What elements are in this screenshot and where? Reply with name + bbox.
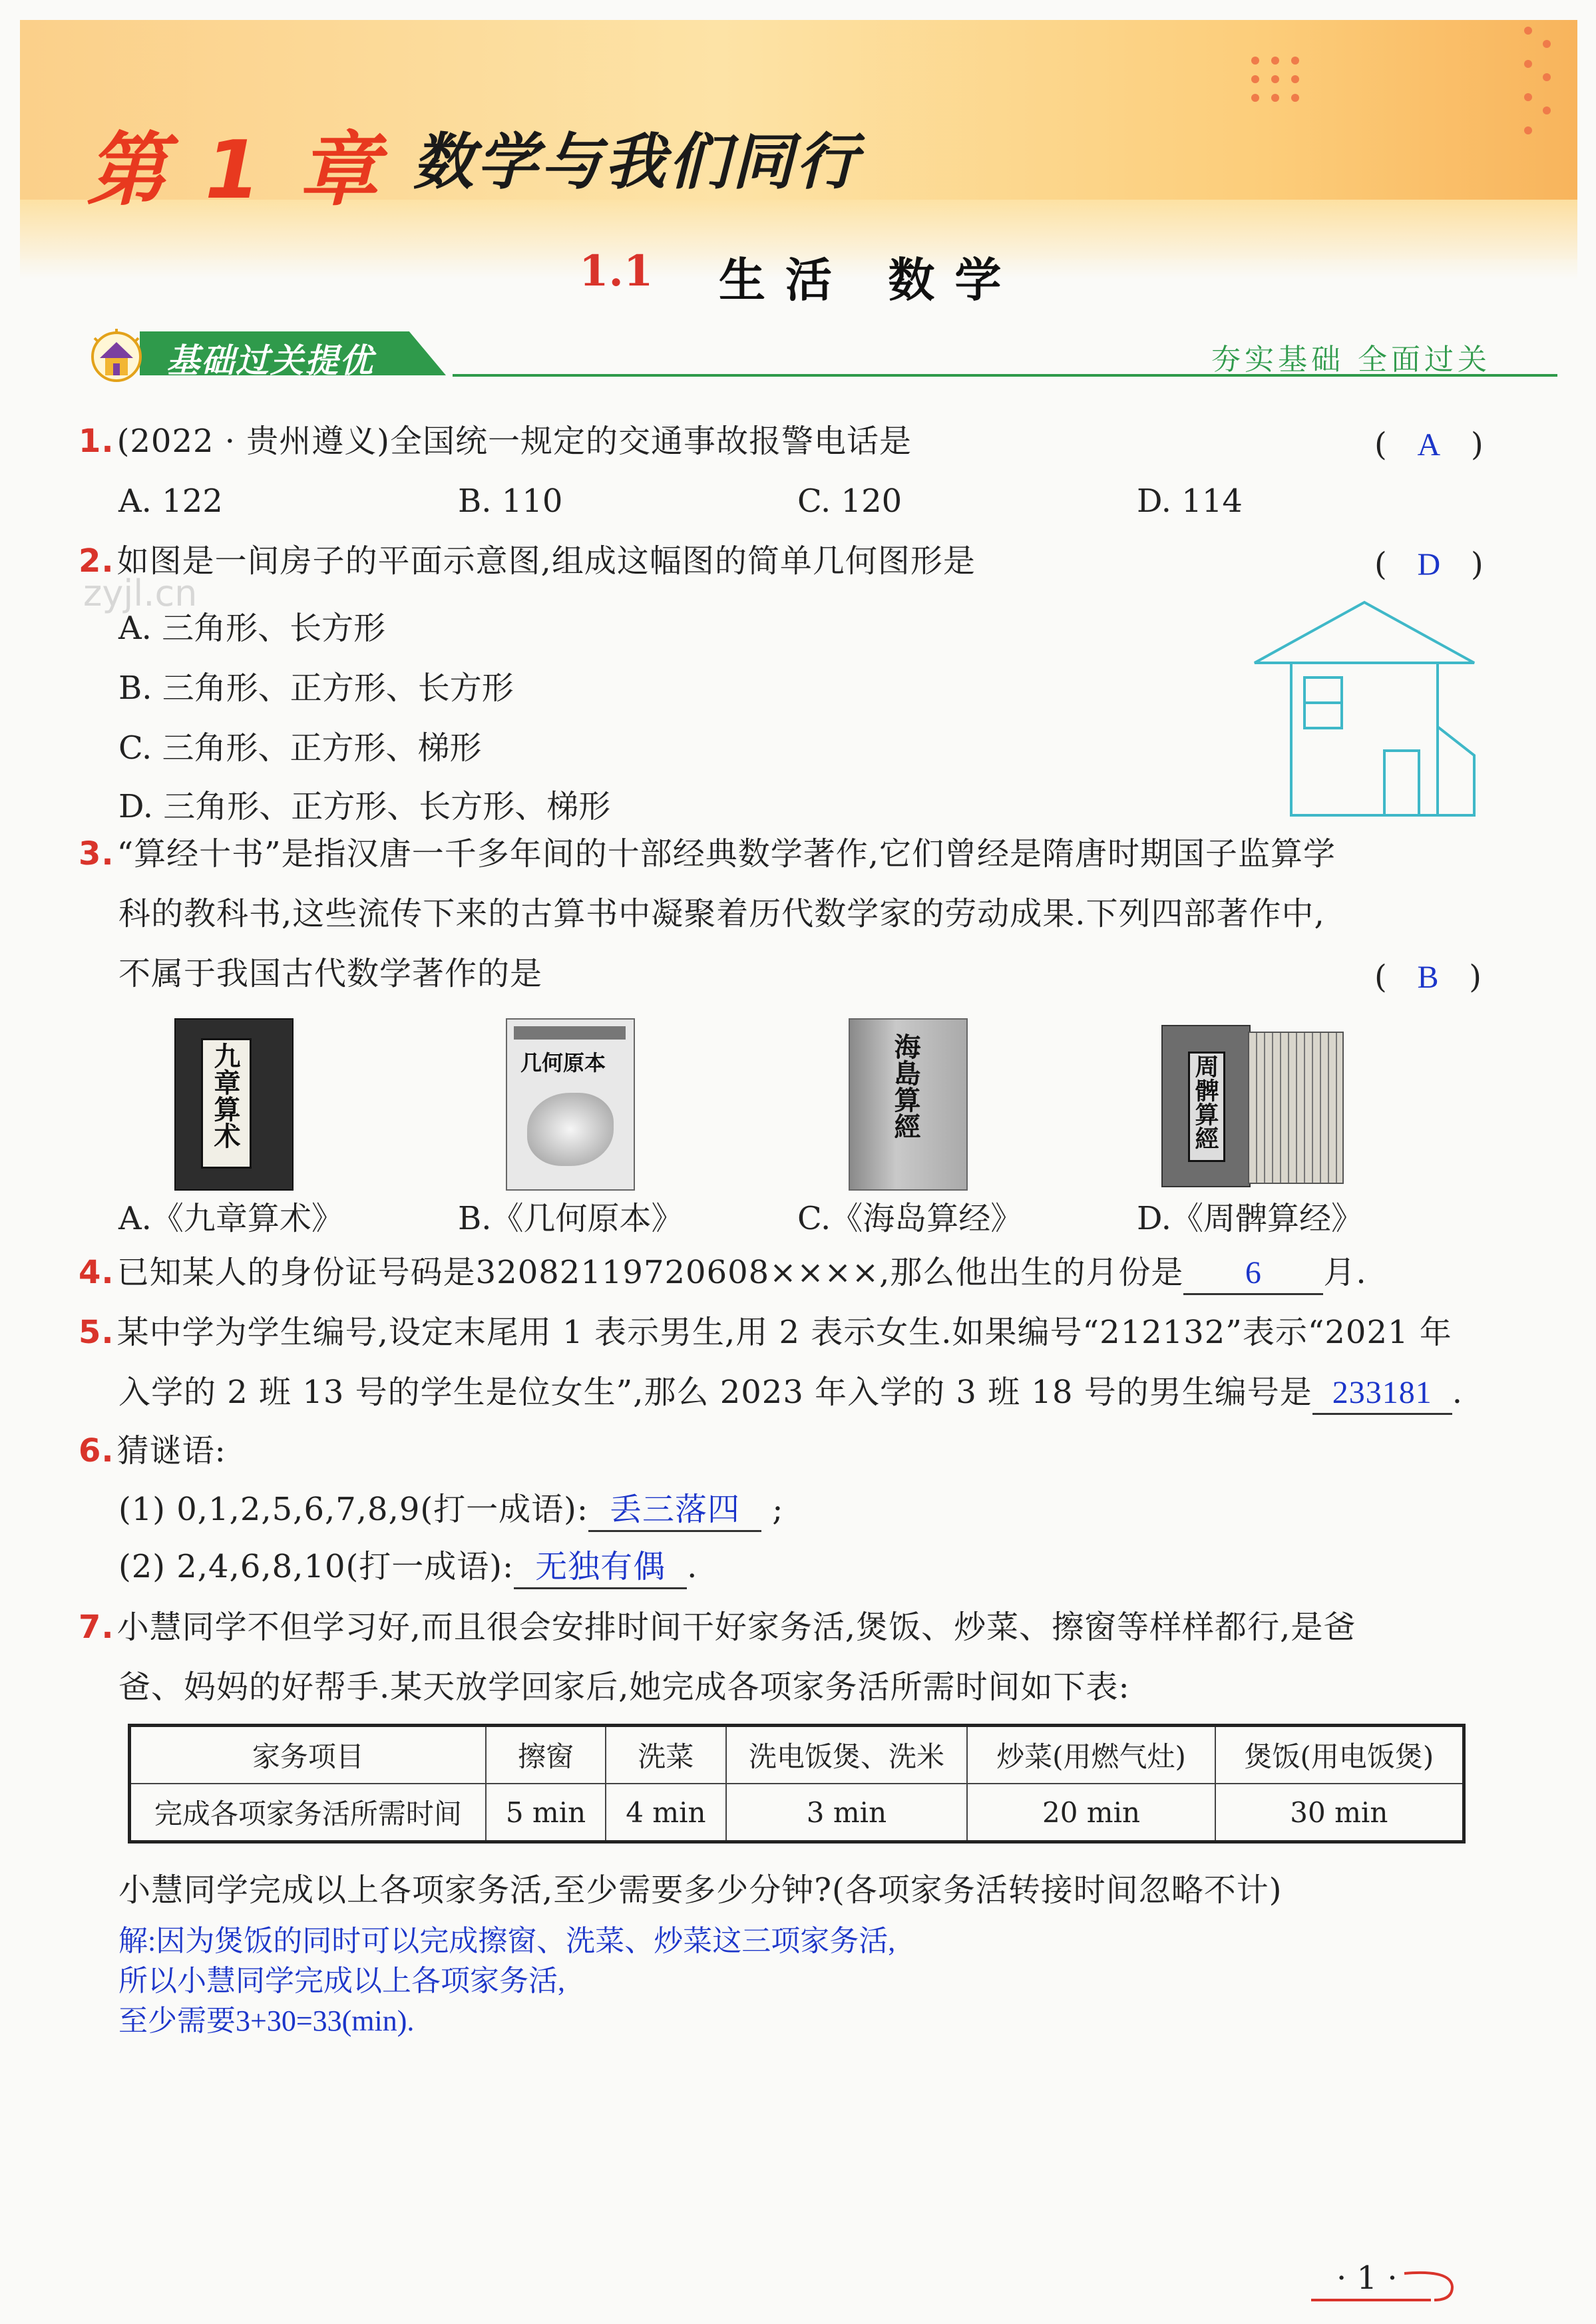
q2-stem: 如图是一间房子的平面示意图,组成这幅图的简单几何图形是 bbox=[116, 542, 976, 580]
table-cell: 完成各项家务活所需时间 bbox=[130, 1784, 486, 1842]
book-jiuzhang-title: 九章算术 bbox=[210, 1042, 241, 1149]
book-haidao-image bbox=[849, 1018, 968, 1191]
q5-line-1 bbox=[79, 1312, 1452, 1352]
banner-dots-right bbox=[1524, 27, 1564, 133]
table-header-cell: 家务项目 bbox=[130, 1726, 486, 1784]
q7-line-2: 爸、妈妈的好帮手.某天放学回家后,她完成各项家务活所需时间如下表: bbox=[118, 1668, 1130, 1706]
q2-stem-line bbox=[79, 541, 976, 581]
chapter-title: 数学与我们同行 bbox=[413, 126, 861, 198]
q2-option-b: B. 三角形、正方形、长方形 bbox=[118, 670, 514, 707]
table-header-row bbox=[130, 1726, 1464, 1784]
q7-number: 7. bbox=[79, 1609, 114, 1646]
section-bar bbox=[80, 325, 1491, 385]
q7-solution-line-2: 所以小慧同学完成以上各项家务活, bbox=[118, 1965, 565, 1997]
q3-line-3: 不属于我国古代数学著作的是 bbox=[118, 955, 543, 992]
q6-item-2-answer: 无独有偶 bbox=[514, 1547, 687, 1589]
q5-text-after: . bbox=[1452, 1374, 1464, 1411]
q2-answer: D bbox=[1417, 547, 1441, 582]
q4-text-before: 已知某人的身份证号码是320821197206​08××××,那么他出生的月份是 bbox=[116, 1254, 1184, 1291]
book-jihe-title: 几何原本 bbox=[520, 1050, 606, 1075]
q7-line-1 bbox=[79, 1607, 1356, 1647]
q6-item-1 bbox=[118, 1489, 783, 1532]
q2-number: 2. bbox=[79, 542, 114, 580]
q3-answer: B bbox=[1417, 960, 1439, 995]
house-figure bbox=[1251, 599, 1481, 819]
q7-text-1: 小慧同学不但学习好,而且很会安排时间干好家务活,煲饭、炒菜、擦窗等样样都行,是爸 bbox=[116, 1609, 1356, 1646]
q3-option-a: A.《九章算术》 bbox=[118, 1200, 343, 1237]
q5-text-2: 入学的 2 班 13 号的学生是位女生”,那么 2023 年入学的 3 班 18 号的男生编号是 bbox=[118, 1374, 1312, 1411]
table-cell: 5 min bbox=[486, 1784, 606, 1842]
book-jiuzhang-image bbox=[174, 1018, 294, 1191]
table-header-cell: 洗电饭煲、洗米 bbox=[726, 1726, 968, 1784]
q6-item-1-prompt: (1) 0,1,2,5,6,7,8,9(打一成语): bbox=[118, 1491, 588, 1528]
q4-line bbox=[79, 1253, 1367, 1295]
q6-item-2 bbox=[118, 1547, 698, 1589]
q1-option-d: D. 114 bbox=[1137, 483, 1243, 520]
book-zhoubi-title: 周髀算經 bbox=[1191, 1054, 1219, 1150]
q4-blank: 6 bbox=[1183, 1253, 1323, 1295]
table-cell: 3 min bbox=[726, 1784, 968, 1842]
table-cell: 4 min bbox=[606, 1784, 725, 1842]
table-row bbox=[130, 1784, 1464, 1842]
table-header-cell: 擦窗 bbox=[486, 1726, 606, 1784]
q3-line-1 bbox=[79, 834, 1336, 874]
q3-line-2: 科的教科书,这些流传下来的古算书中凝聚着历代数学家的劳动成果.下列四部著作中, bbox=[118, 895, 1325, 932]
q6-item-1-end: ; bbox=[772, 1491, 784, 1528]
q3-number: 3. bbox=[79, 835, 114, 872]
q2-option-d: D. 三角形、正方形、长方形、梯形 bbox=[118, 788, 611, 825]
q1-option-b: B. 110 bbox=[458, 483, 563, 520]
table-header-cell: 煲饭(用电饭煲) bbox=[1215, 1726, 1464, 1784]
table-cell: 30 min bbox=[1215, 1784, 1464, 1842]
section-bar-label: 基础过关提优 bbox=[166, 341, 374, 380]
q1-stem: (2022 · 贵州遵义)全国统一规定的交通事故报警电话是 bbox=[116, 423, 912, 460]
watermark: zyjl.cn bbox=[83, 572, 198, 614]
q5-text-1: 某中学为学生编号,设定末尾用 1 表示男生,用 2 表示女生.如果编号“212132”表示“2021 年 bbox=[116, 1314, 1452, 1351]
q7-question: 小慧同学完成以上各项家务活,至少需要多少分钟?(各项家务活转接时间忽略不计) bbox=[118, 1871, 1283, 1909]
section-bar-tagline: 夯实基础 全面过关 bbox=[1211, 343, 1491, 377]
q2-option-c: C. 三角形、正方形、梯形 bbox=[118, 729, 482, 767]
q7-solution-line-3: 至少需要3+30=33(min). bbox=[118, 2005, 415, 2037]
q5-blank: 233181 bbox=[1312, 1373, 1452, 1415]
q5-number: 5. bbox=[79, 1314, 114, 1351]
q3-option-d: D.《周髀算经》 bbox=[1137, 1200, 1364, 1237]
chores-table bbox=[128, 1724, 1466, 1843]
q4-text-after: 月. bbox=[1323, 1254, 1367, 1291]
banner-dots bbox=[1251, 57, 1331, 116]
table-cell: 20 min bbox=[967, 1784, 1215, 1842]
q3-text-1: “算经十书”是指汉唐一千多年间的十部经典数学著作,它们曾经是隋唐时期国子监算学 bbox=[116, 835, 1336, 872]
q1-number: 1. bbox=[79, 423, 114, 460]
section-title: 生活 数学 bbox=[719, 252, 1022, 307]
q1-option-a: A. 122 bbox=[118, 483, 223, 520]
section-number: 1.1 bbox=[579, 246, 654, 296]
q6-item-2-end: . bbox=[687, 1548, 698, 1585]
q3-option-c: C.《海岛算经》 bbox=[797, 1200, 1023, 1237]
q3-answer-slot: ( B ) bbox=[1374, 958, 1482, 996]
q4-number: 4. bbox=[79, 1254, 114, 1291]
q2-answer-slot: ( D ) bbox=[1374, 546, 1484, 583]
chapter-label: 第 1 章 bbox=[87, 124, 385, 217]
q6-item-2-prompt: (2) 2,4,6,8,10(打一成语): bbox=[118, 1548, 514, 1585]
q1-stem-line bbox=[79, 421, 912, 461]
q3-option-b: B.《几何原本》 bbox=[458, 1200, 684, 1237]
page-curl-icon bbox=[1304, 2249, 1471, 2303]
table-header-cell: 洗菜 bbox=[606, 1726, 725, 1784]
q1-answer-slot: ( A ) bbox=[1374, 426, 1484, 463]
q7-solution-line-1: 解:因为煲饭的同时可以完成擦窗、洗菜、炒菜这三项家务活, bbox=[118, 1925, 896, 1957]
book-jihe-yuanben-image bbox=[506, 1018, 635, 1191]
q1-answer: A bbox=[1417, 427, 1441, 463]
page-number: · 1 · bbox=[1336, 2259, 1398, 2297]
q5-line-2 bbox=[118, 1372, 1463, 1415]
lightbulb-house-icon bbox=[87, 325, 146, 385]
table-header-cell: 炒菜(用燃气灶) bbox=[967, 1726, 1215, 1784]
q1-option-c: C. 120 bbox=[797, 483, 902, 520]
book-zhoubi-image bbox=[1161, 1025, 1341, 1185]
q6-number: 6. bbox=[79, 1432, 114, 1469]
q6-item-1-answer: 丢三落四 bbox=[588, 1490, 761, 1532]
book-haidao-title: 海島算經 bbox=[890, 1033, 921, 1139]
q6-stem: 猜谜语: bbox=[116, 1432, 226, 1469]
q2-option-a: A. 三角形、长方形 bbox=[118, 610, 386, 647]
q6-line bbox=[79, 1431, 226, 1471]
